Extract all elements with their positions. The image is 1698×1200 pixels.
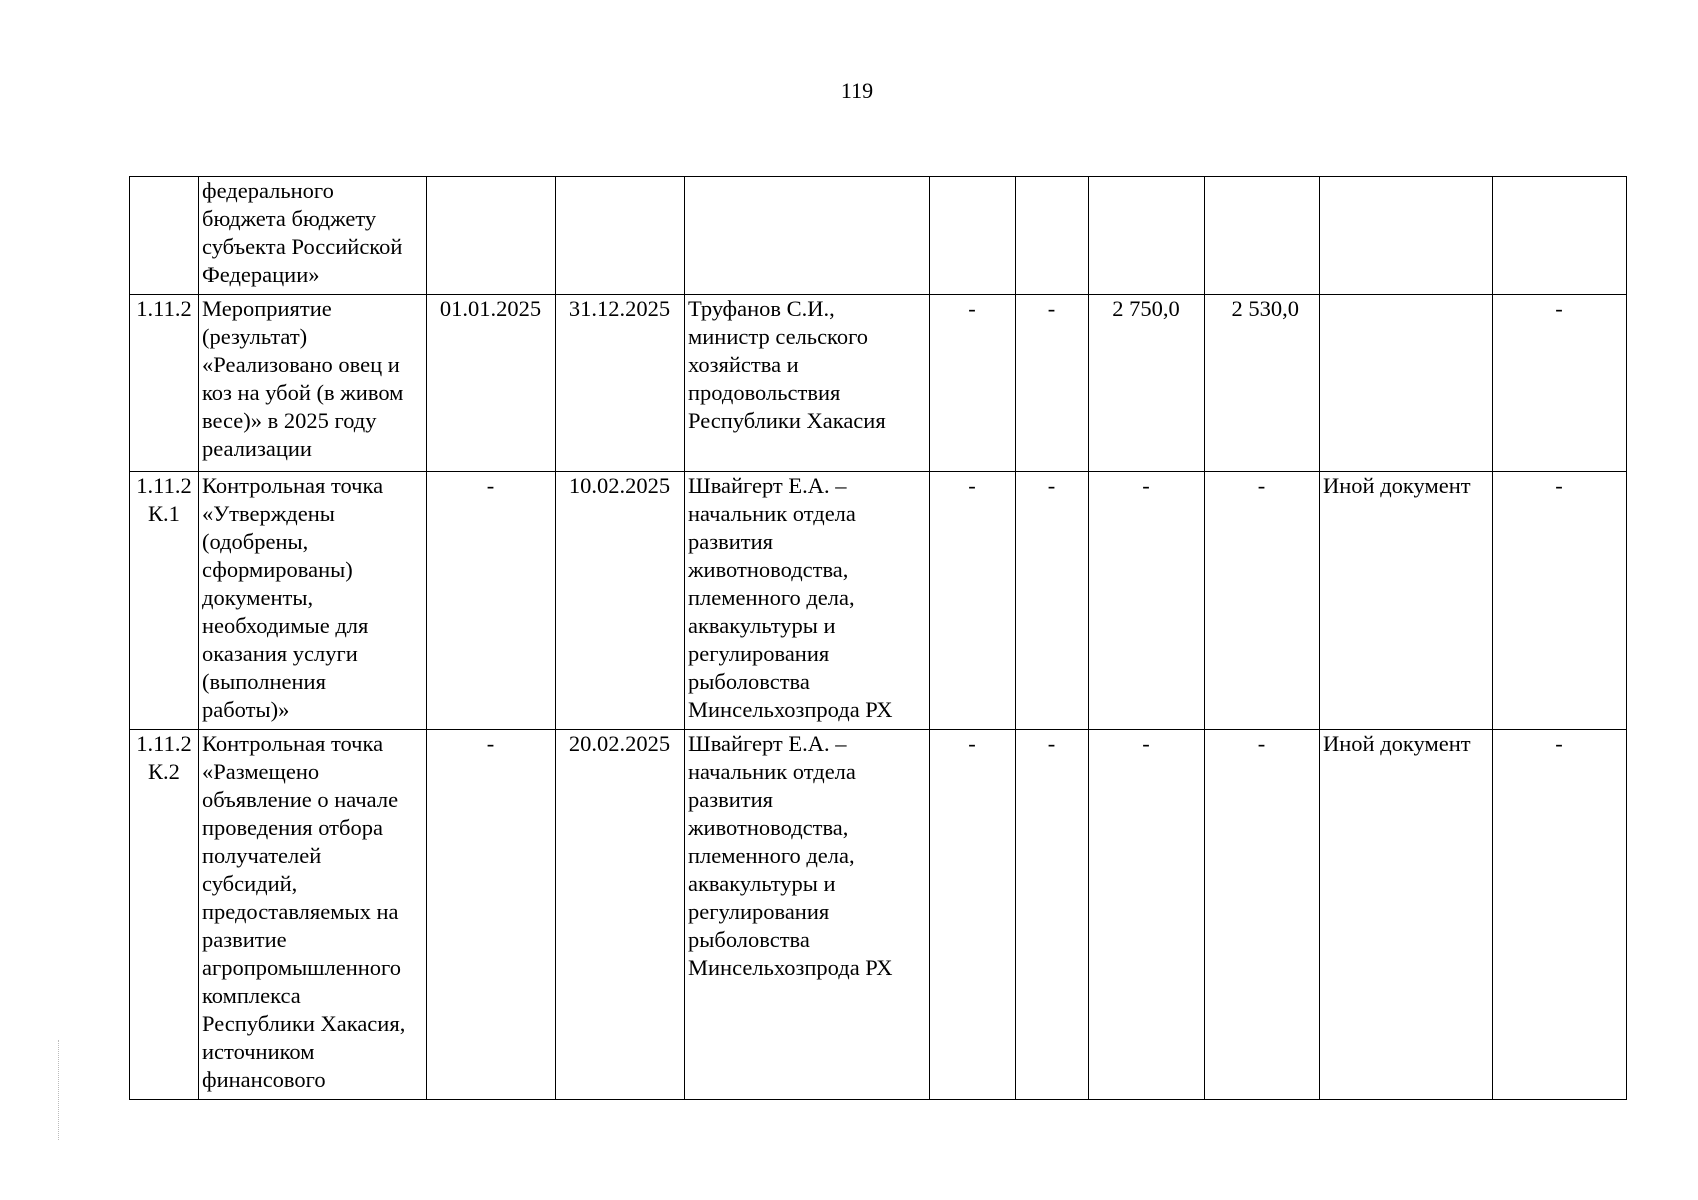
value-col-3 [1089, 177, 1205, 295]
document-type [1320, 177, 1493, 295]
value-col-2: - [1016, 730, 1089, 1100]
row-number: 1.11.2 К.2 [130, 730, 199, 1100]
table-row [130, 177, 1627, 295]
row-title: Контрольная точка «Размещено объявление о начале проведения отбора получателей субсидий, предоставляемых на развитие агропромышленного комплекса Республики Хакасия, источником финансового [199, 730, 427, 1100]
value-col-3: - [1089, 730, 1205, 1100]
value-col-4: - [1205, 730, 1320, 1100]
last-column: - [1493, 295, 1627, 472]
table-row [130, 295, 1627, 472]
value-col-1: - [930, 295, 1016, 472]
end-date: 20.02.2025 [556, 730, 685, 1100]
last-column: - [1493, 730, 1627, 1100]
value-col-2: - [1016, 295, 1089, 472]
responsible: Швайгерт Е.А. – начальник отдела развития животноводства, племенного дела, аквакультуры и регулирования рыболовства Минсельхозпрода РХ [685, 472, 930, 730]
responsible: Труфанов С.И., министр сельского хозяйства и продовольствия Республики Хакасия [685, 295, 930, 472]
row-title: федерального бюджета бюджету субъекта Российской Федерации» [199, 177, 427, 295]
end-date [556, 177, 685, 295]
page-number: 119 [840, 78, 874, 103]
scan-margin-marks [58, 1040, 69, 1140]
value-col-3: - [1089, 472, 1205, 730]
document-type: Иной документ [1320, 472, 1493, 730]
end-date: 31.12.2025 [556, 295, 685, 472]
document-type: Иной документ [1320, 730, 1493, 1100]
document-type [1320, 295, 1493, 472]
last-column [1493, 177, 1627, 295]
start-date: 01.01.2025 [427, 295, 556, 472]
table-row [130, 730, 1627, 1100]
row-number: 1.11.2 [130, 295, 199, 472]
last-column: - [1493, 472, 1627, 730]
start-date: - [427, 472, 556, 730]
plan-table [129, 176, 1627, 1100]
row-title: Контрольная точка «Утверждены (одобрены, сформированы) документы, необходимые для оказания услуги (выполнения работы)» [199, 472, 427, 730]
row-number [130, 177, 199, 295]
value-col-3: 2 750,0 [1089, 295, 1205, 472]
value-col-4 [1205, 177, 1320, 295]
responsible [685, 177, 930, 295]
value-col-1: - [930, 472, 1016, 730]
row-title: Мероприятие (результат) «Реализовано овец и коз на убой (в живом весе)» в 2025 году реализации [199, 295, 427, 472]
value-col-1: - [930, 730, 1016, 1100]
end-date: 10.02.2025 [556, 472, 685, 730]
start-date: - [427, 730, 556, 1100]
value-col-4: - [1205, 472, 1320, 730]
table-row [130, 472, 1627, 730]
value-col-2: - [1016, 472, 1089, 730]
value-col-4: 2 530,0 [1205, 295, 1320, 472]
value-col-2 [1016, 177, 1089, 295]
start-date [427, 177, 556, 295]
value-col-1 [930, 177, 1016, 295]
row-number: 1.11.2 К.1 [130, 472, 199, 730]
responsible: Швайгерт Е.А. – начальник отдела развития животноводства, племенного дела, аквакультуры и регулирования рыболовства Минсельхозпрода РХ [685, 730, 930, 1100]
